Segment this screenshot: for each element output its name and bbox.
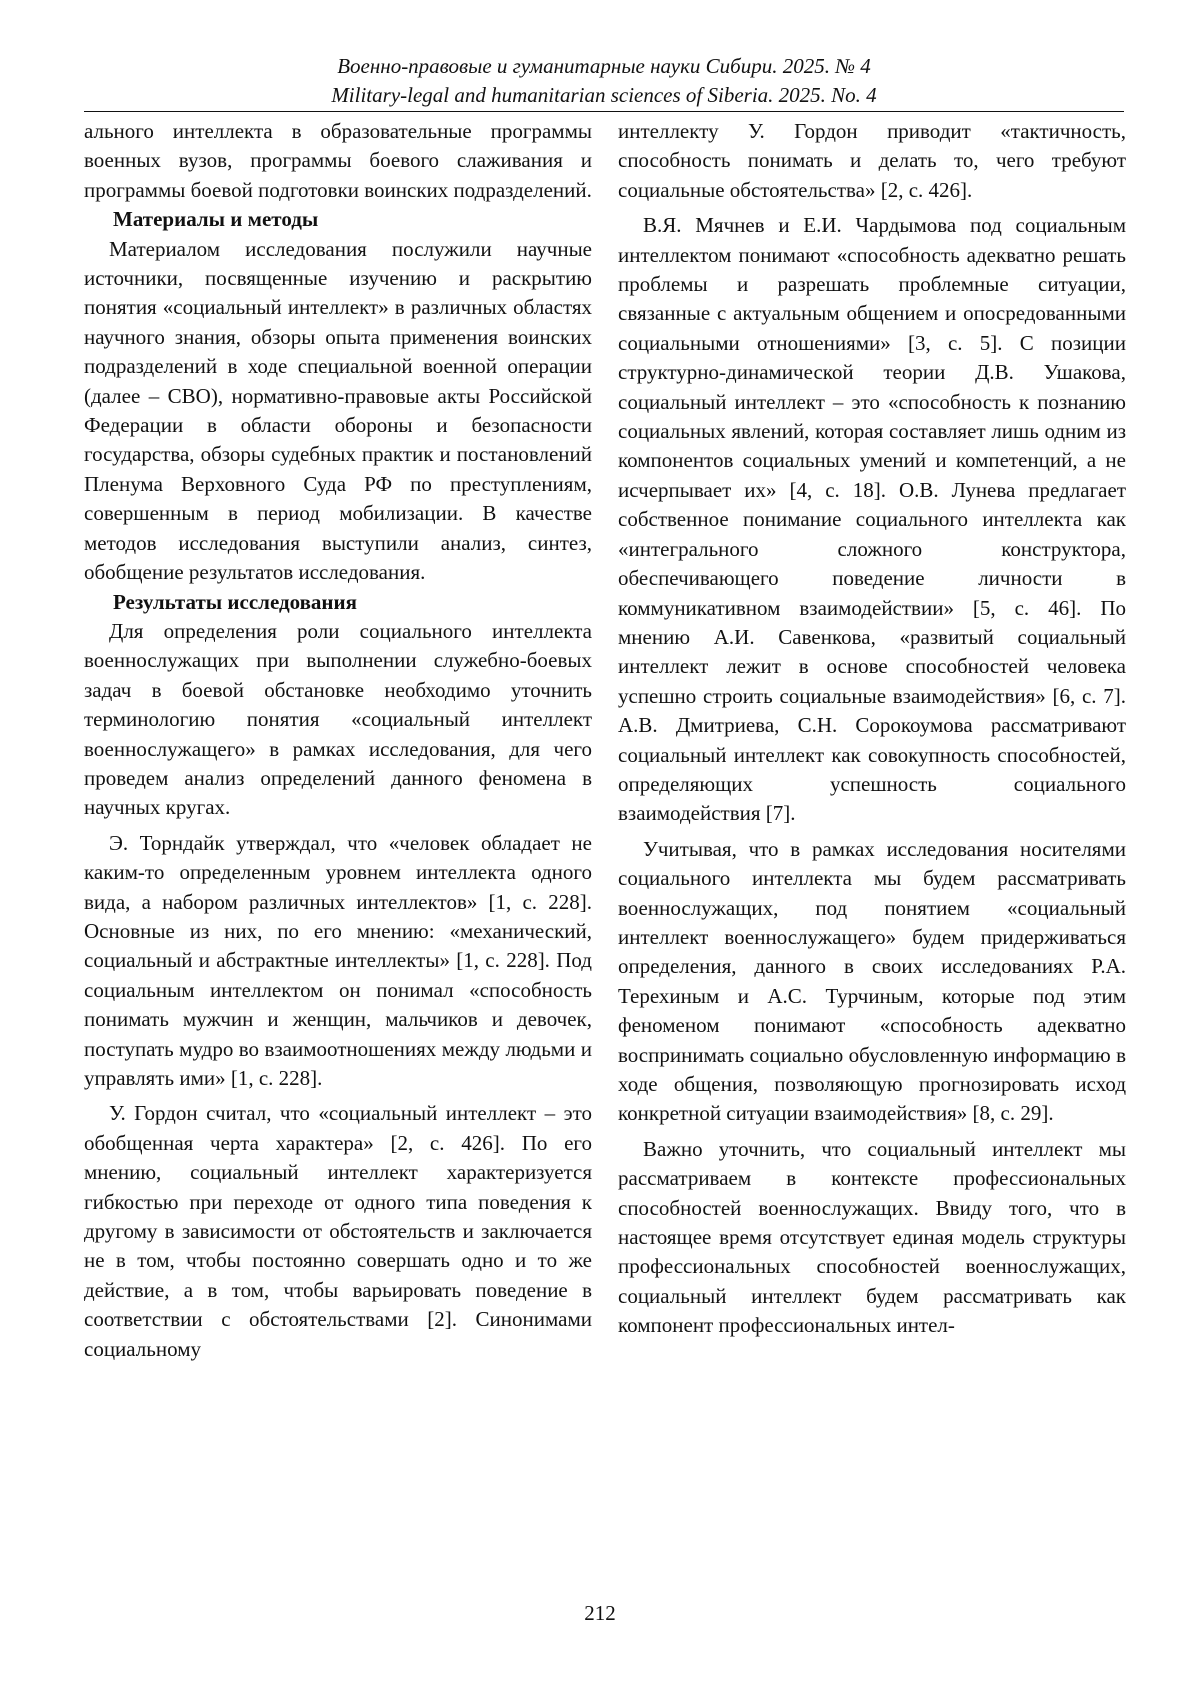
paragraph-considering: Учитывая, что в рамках исследования носителями социального интеллекта мы будем рассматривать военнослужащих, под понятием «социальный интеллект военнослужащего» будем придерживаться определения, данного в своих исследованиях Р.А. Терехиным и А.С. Турчиным, которые под этим феноменом понимают «способность адекватно воспринимать социально обусловленную информацию в ходе общения, позволяющую прогнозировать исход конкретной ситуации взаимодействия» [8, с. 29]. <box>618 836 1126 1126</box>
section-heading-results: Результаты исследования <box>113 589 357 614</box>
header-title-ru: Военно-правовые и гуманитарные науки Сибири. 2025. № 4 <box>337 54 871 78</box>
page-number: 212 <box>584 1601 616 1625</box>
running-header <box>84 52 1124 110</box>
paragraph-myachnev: В.Я. Мячнев и Е.И. Чардымова под социальным интеллектом понимают «способность адекватно решать проблемы и разрешать проблемные ситуации, связанные с актуальным общением и опосредованными социальными отношениями» [3, с. 5]. С позиции структурно-динамической теории Д.В. Ушакова, социальный интеллект – это «способность к познанию социальных явлений, которая составляет лишь одним из компонентов социальных умений и компетенций, а не исчерпывает их» [4, с. 18]. О.В. Лунева предлагает собственное понимание социального интеллекта как «интегрального сложного конструктора, обеспечивающего поведение личности в коммуникативном взаимодействии» [5, с. 46]. По мнению А.И. Савенкова, «развитый социальный интеллект лежит в основе способностей человека успешно строить социальные взаимодействия» [6, с. 7]. А.В. Дмитриева, С.Н. Сорокоумова рассматривают социальный интеллект как совокупность способностей, определяющих успешность социального взаимодействия [7]. <box>618 213 1126 826</box>
header-divider <box>84 111 1124 112</box>
paragraph-intro-continued: ального интеллекта в образовательные программы военных вузов, программы боевого слаживания и программы боевой подготовки воинских подразделений. <box>84 119 592 202</box>
left-column <box>84 117 592 1364</box>
paragraph-results: Для определения роли социального интеллекта военнослужащих при выполнении служебно-боевых задач в боевой обстановке необходимо уточнить терминологию понятия «социальный интеллект военнослужащего» в рамках исследования, для чего проведем анализ определений данного феномена в научных кругах. <box>84 618 592 820</box>
paragraph-methods: Материалом исследования послужили научные источники, посвященные изучению и раскрытию понятия «социальный интеллект» в различных областях научного знания, обзоры опыта применения воинских подразделений в ходе специальной военной операции (далее – СВО), нормативно-правовые акты Российской Федерации в области обороны и безопасности государства, обзоры судебных практик и постановлений Пленума Верховного Суда РФ по преступлениям, совершенным в период мобилизации. В качестве методов исследования выступили анализ, синтез, обобщение результатов исследования. <box>84 236 592 585</box>
section-heading-methods: Материалы и методы <box>113 207 319 232</box>
right-column <box>618 117 1126 1341</box>
paragraph-gordon: У. Гордон считал, что «социальный интеллект – это обобщенная черта характера» [2, с. 426]. По его мнению, социальный интеллект характеризуется гибкостью при переходе от одного типа поведения к другому в зависимости от обстоятельств и заключается не в том, чтобы постоянно совершать одно и то же действие, а в том, чтобы варьировать поведение в соответствии с обстоятельствами [2]. Синонимами социальному <box>84 1101 592 1361</box>
paragraph-thorndike: Э. Торндайк утверждал, что «человек обладает не каким-то определенным уровнем интеллекта одного вида, а набором различных интеллектов» [1, с. 228]. Основные из них, по его мнению: «механический, социальный и абстрактные интеллекты» [1, с. 228]. Под социальным интеллектом он понимал «способность понимать мужчин и женщин, мальчиков и девочек, поступать мудро во взаимоотношениях между людьми и управлять ими» [1, с. 228]. <box>84 830 592 1090</box>
paragraph-gordon-continued: интеллекту У. Гордон приводит «тактичность, способность понимать и делать то, чего требуют социальные обстоятельства» [2, с. 426]. <box>618 119 1126 202</box>
header-title-en: Military-legal and humanitarian sciences of Siberia. 2025. No. 4 <box>331 83 877 107</box>
paragraph-important: Важно уточнить, что социальный интеллект мы рассматриваем в контексте профессиональных способностей военнослужащих. Ввиду того, что в настоящее время отсутствует единая модель структуры профессиональных способностей военнослужащих, социальный интеллект будем рассматривать как компонент профессиональных интел- <box>618 1136 1126 1338</box>
